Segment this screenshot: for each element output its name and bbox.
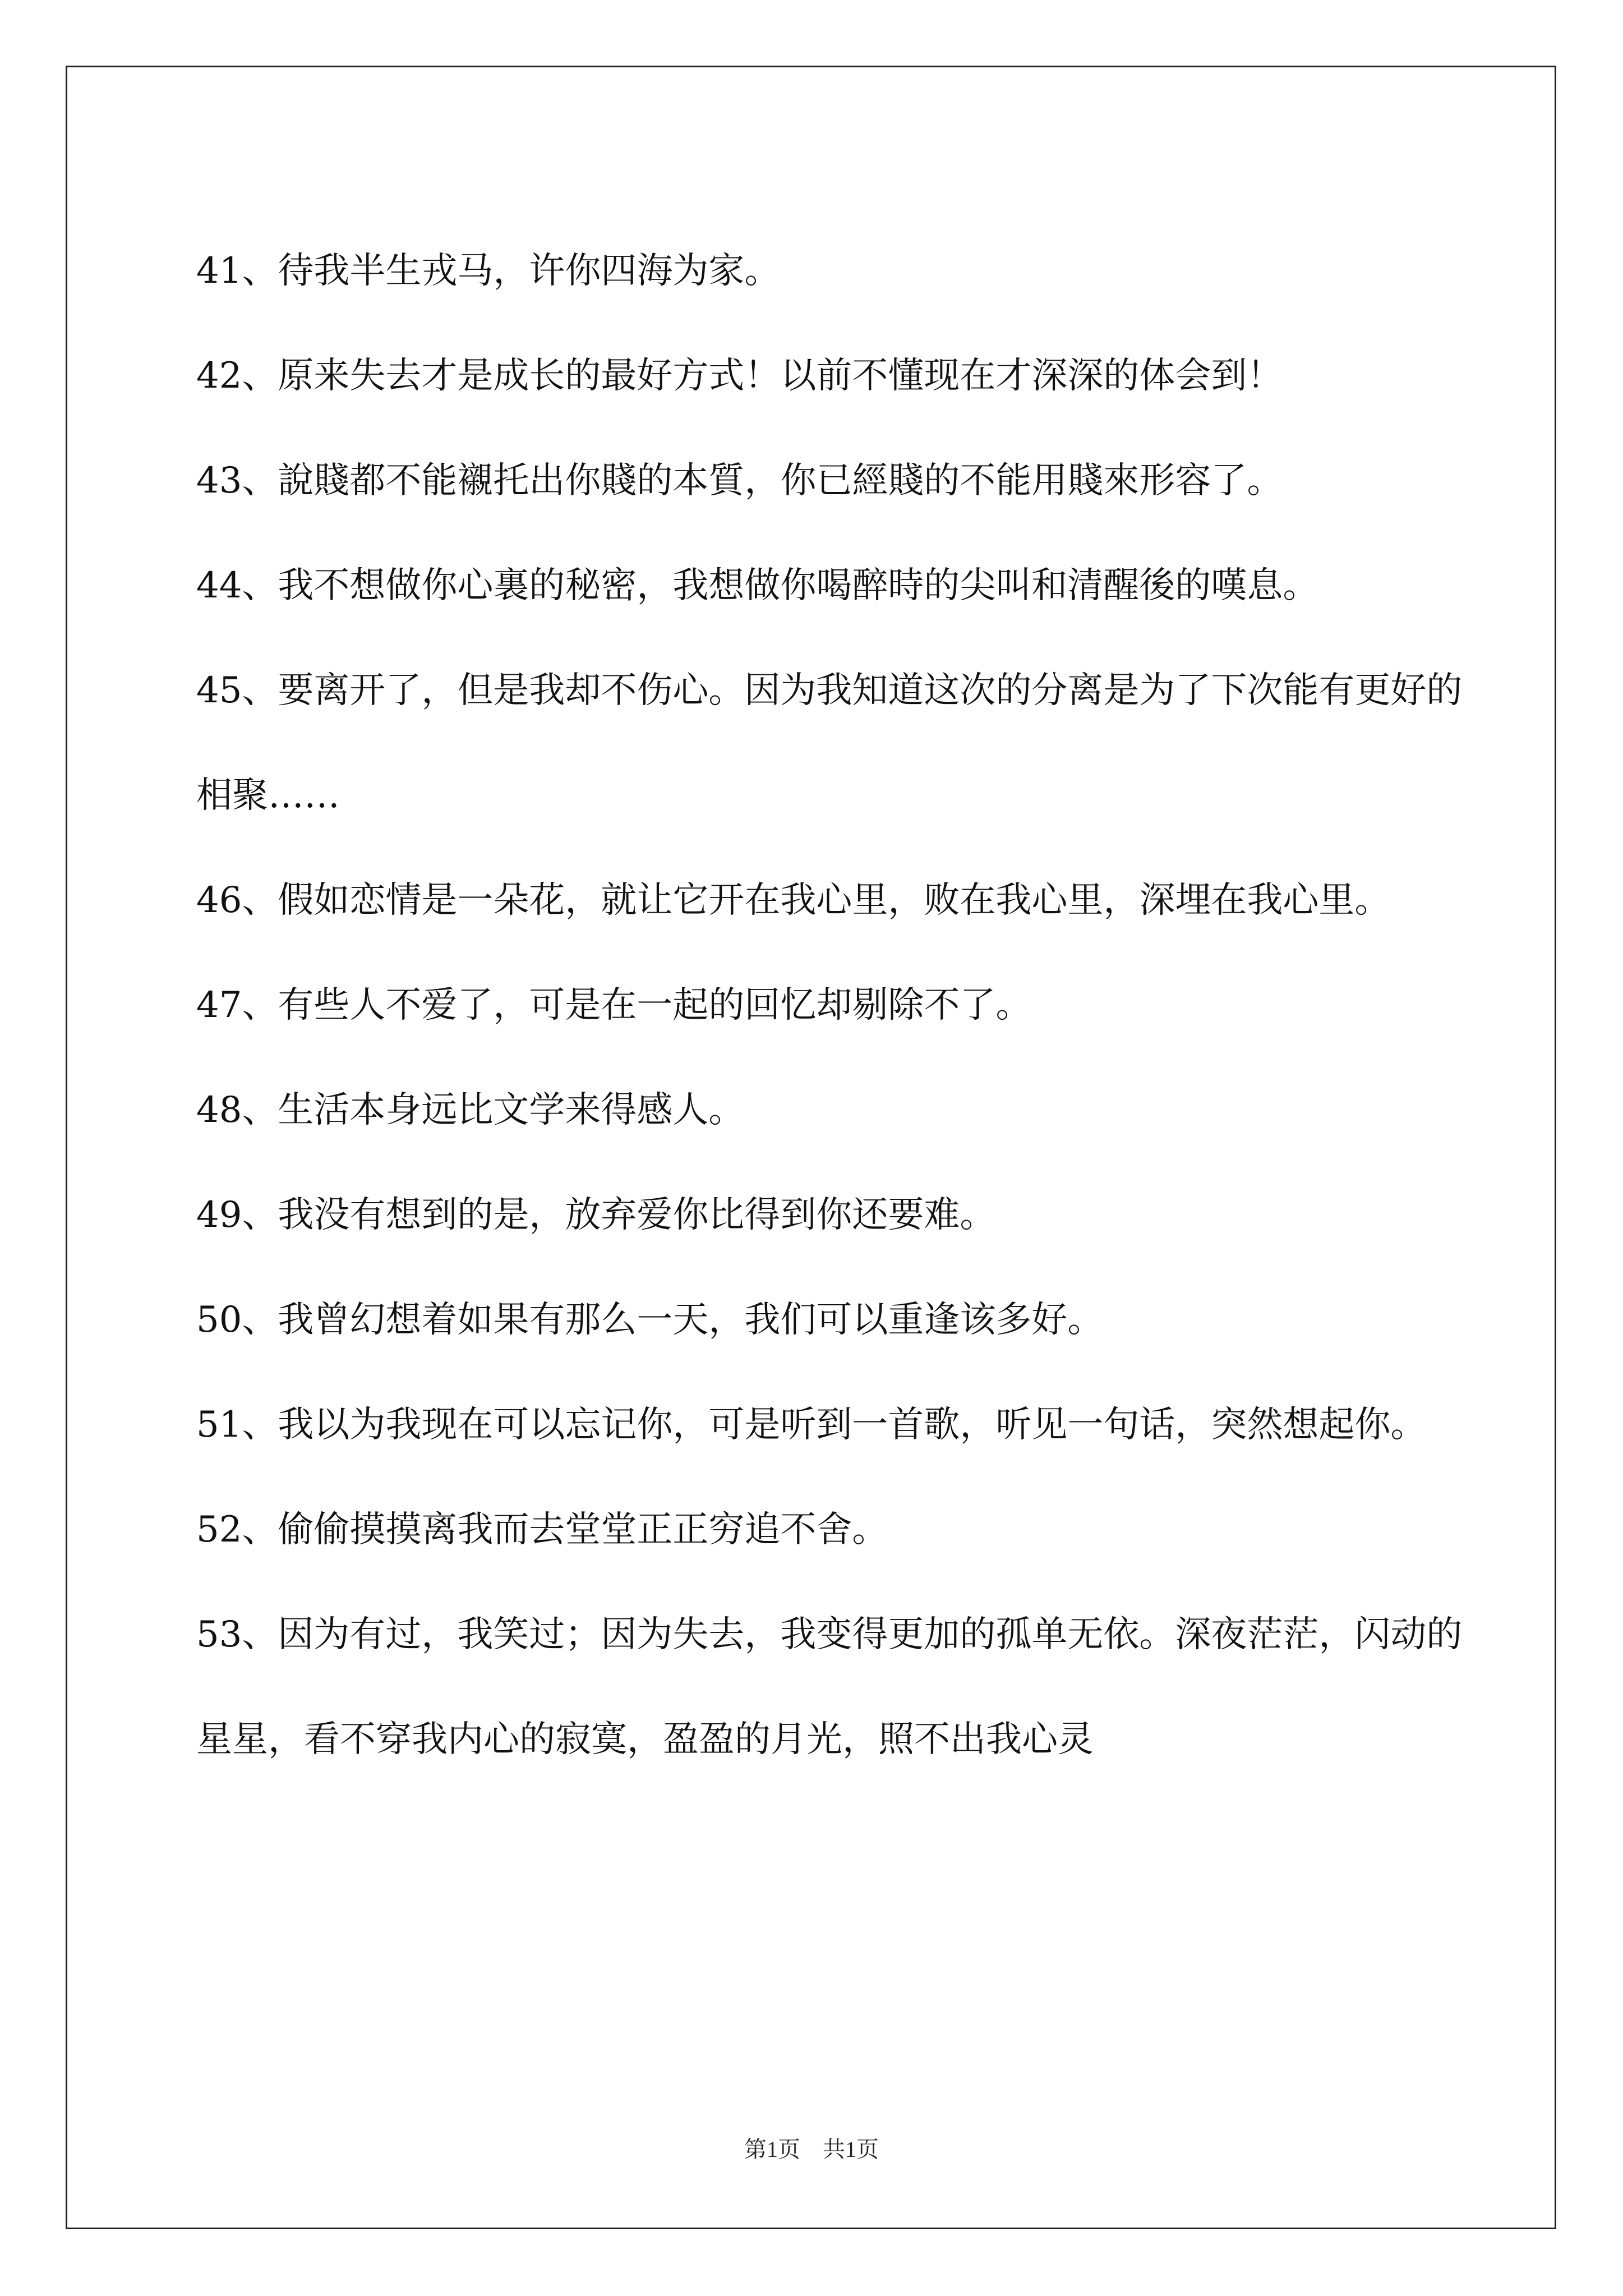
paragraph-48: 48、生活本身远比文学来得感人。 [196,1089,745,1131]
paragraph-49: 49、我没有想到的是，放弃爱你比得到你还要难。 [196,1194,996,1236]
paragraph-44: 44、我不想做你心裏的秘密，我想做你喝醉時的尖叫和清醒後的嘆息。 [196,565,1319,606]
paragraph-42: 42、原来失去才是成长的最好方式！以前不懂现在才深深的体会到！ [196,355,1283,397]
paragraph-46: 46、假如恋情是一朵花，就让它开在我心里，败在我心里，深埋在我心里。 [196,880,1391,921]
page-number-current: 第1页 [744,2137,800,2162]
paragraph-43: 43、說賤都不能襯托出你賤的本質，你已經賤的不能用賤來形容了。 [196,460,1283,501]
paragraph-50: 50、我曾幻想着如果有那么一天，我们可以重逢该多好。 [196,1299,1104,1341]
paragraph-52: 52、偷偷摸摸离我而去堂堂正正穷追不舍。 [196,1509,888,1550]
paragraph-51: 51、我以为我现在可以忘记你，可是听到一首歌，听见一句话，突然想起你。 [196,1404,1427,1446]
paragraph-41: 41、待我半生戎马，许你四海为家。 [196,250,781,292]
page-number-total: 共1页 [823,2137,879,2162]
document-body [196,219,1481,1792]
paragraph-47: 47、有些人不爱了，可是在一起的回忆却剔除不了。 [196,984,1032,1026]
page-footer [0,2132,1623,2164]
paragraph-53: 53、因为有过，我笑过；因为失去，我变得更加的孤单无依。深夜茫茫，闪动的星星，看不穿我内心的寂寞，盈盈的月光，照不出我心灵 [196,1614,1463,1760]
paragraph-45: 45、要离开了，但是我却不伤心。因为我知道这次的分离是为了下次能有更好的相聚…… [196,670,1463,816]
